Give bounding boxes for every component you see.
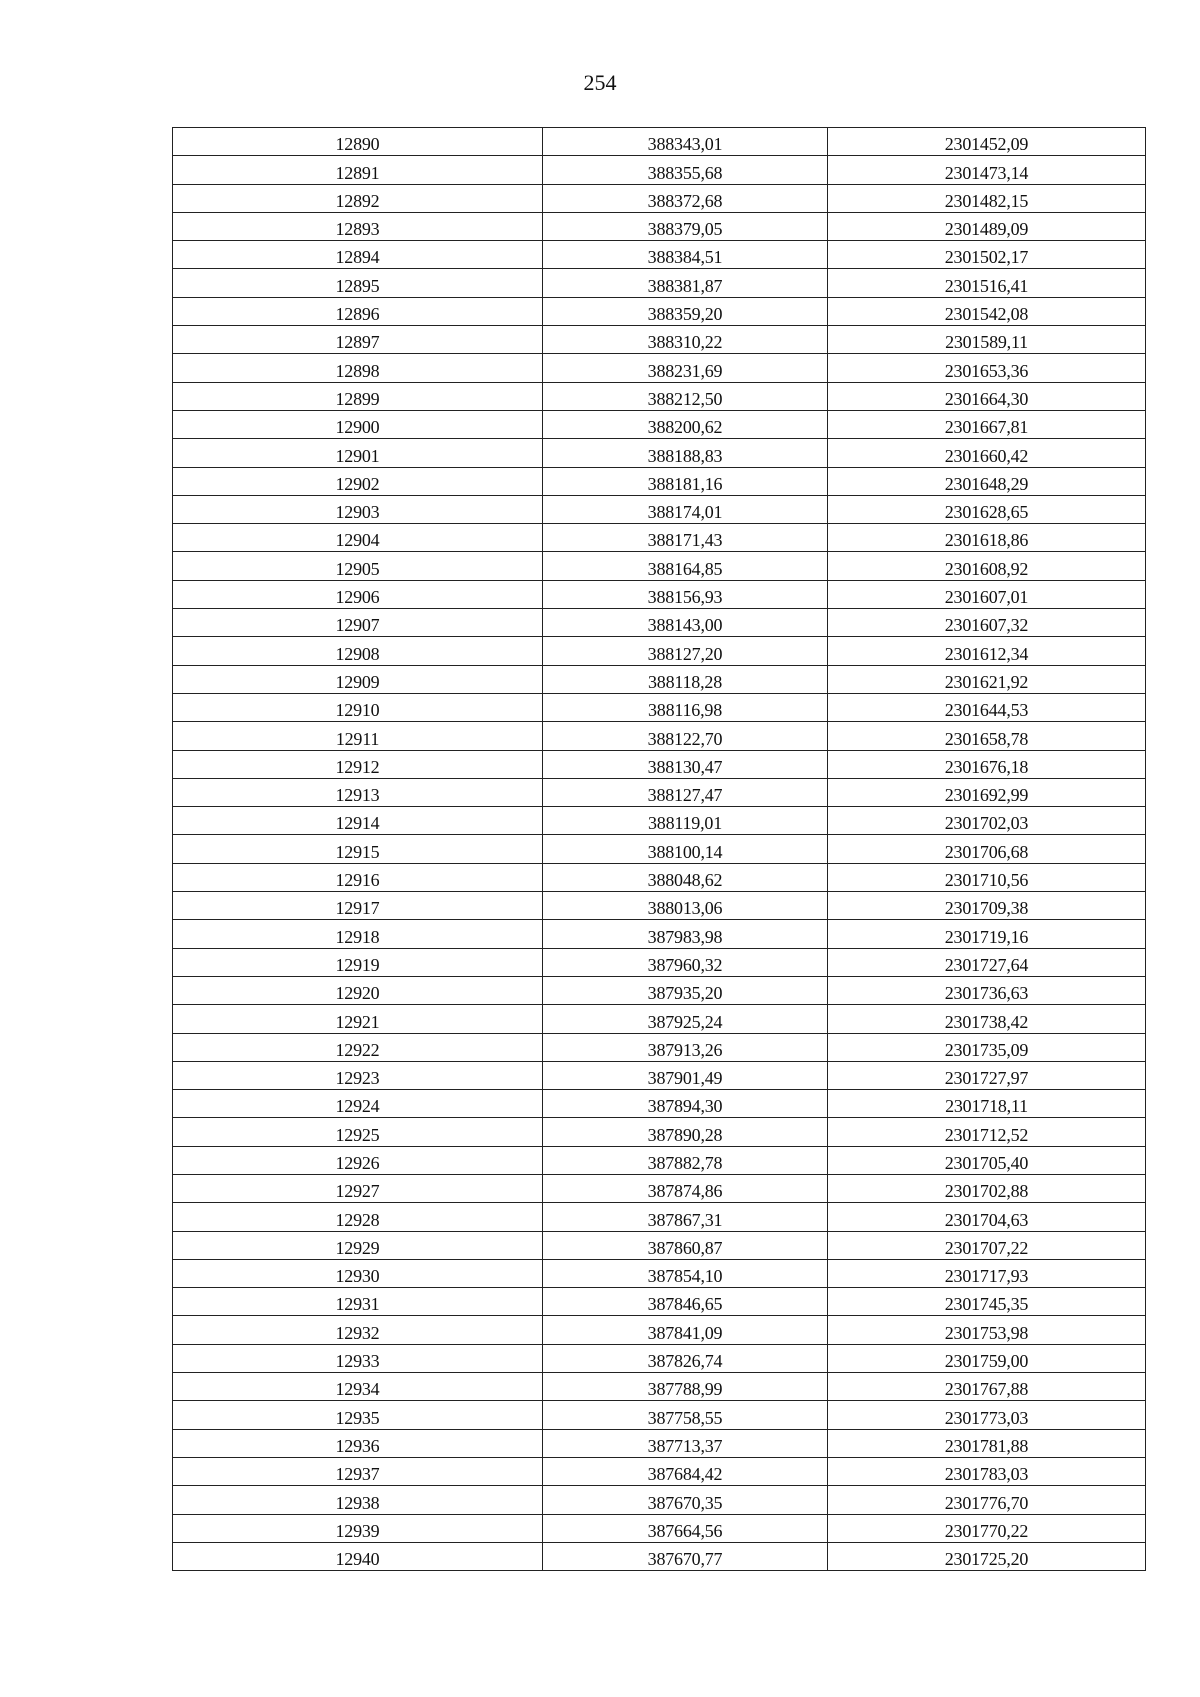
x-coordinate-cell: 388181,16 <box>543 467 828 495</box>
x-coordinate-cell: 387935,20 <box>543 976 828 1004</box>
point-number-cell: 12934 <box>173 1373 543 1401</box>
y-coordinate-cell: 2301706,68 <box>828 835 1146 863</box>
x-coordinate-cell: 388384,51 <box>543 241 828 269</box>
table-row <box>173 128 1146 156</box>
table-row <box>173 467 1146 495</box>
y-coordinate-cell: 2301759,00 <box>828 1344 1146 1372</box>
point-number-cell: 12926 <box>173 1146 543 1174</box>
point-number-cell: 12933 <box>173 1344 543 1372</box>
x-coordinate-cell: 388343,01 <box>543 128 828 156</box>
y-coordinate-cell: 2301621,92 <box>828 665 1146 693</box>
table-row <box>173 722 1146 750</box>
table-row <box>173 495 1146 523</box>
y-coordinate-cell: 2301664,30 <box>828 382 1146 410</box>
point-number-cell: 12897 <box>173 326 543 354</box>
y-coordinate-cell: 2301727,64 <box>828 948 1146 976</box>
x-coordinate-cell: 388100,14 <box>543 835 828 863</box>
point-number-cell: 12908 <box>173 637 543 665</box>
x-coordinate-cell: 387874,86 <box>543 1174 828 1202</box>
y-coordinate-cell: 2301607,01 <box>828 580 1146 608</box>
y-coordinate-cell: 2301692,99 <box>828 778 1146 806</box>
y-coordinate-cell: 2301589,11 <box>828 326 1146 354</box>
x-coordinate-cell: 387960,32 <box>543 948 828 976</box>
y-coordinate-cell: 2301653,36 <box>828 354 1146 382</box>
table-row <box>173 1316 1146 1344</box>
y-coordinate-cell: 2301705,40 <box>828 1146 1146 1174</box>
point-number-cell: 12904 <box>173 524 543 552</box>
point-number-cell: 12937 <box>173 1457 543 1485</box>
y-coordinate-cell: 2301489,09 <box>828 212 1146 240</box>
y-coordinate-cell: 2301745,35 <box>828 1288 1146 1316</box>
x-coordinate-cell: 388372,68 <box>543 184 828 212</box>
x-coordinate-cell: 387925,24 <box>543 1005 828 1033</box>
table-row <box>173 382 1146 410</box>
point-number-cell: 12890 <box>173 128 543 156</box>
point-number-cell: 12924 <box>173 1090 543 1118</box>
table-row <box>173 1033 1146 1061</box>
x-coordinate-cell: 387860,87 <box>543 1231 828 1259</box>
x-coordinate-cell: 388310,22 <box>543 326 828 354</box>
x-coordinate-cell: 388188,83 <box>543 439 828 467</box>
point-number-cell: 12914 <box>173 807 543 835</box>
table-row <box>173 892 1146 920</box>
table-row <box>173 976 1146 1004</box>
table-row <box>173 637 1146 665</box>
table-row <box>173 269 1146 297</box>
y-coordinate-cell: 2301738,42 <box>828 1005 1146 1033</box>
point-number-cell: 12929 <box>173 1231 543 1259</box>
point-number-cell: 12912 <box>173 750 543 778</box>
point-number-cell: 12928 <box>173 1203 543 1231</box>
table-row <box>173 1373 1146 1401</box>
y-coordinate-cell: 2301736,63 <box>828 976 1146 1004</box>
y-coordinate-cell: 2301676,18 <box>828 750 1146 778</box>
y-coordinate-cell: 2301607,32 <box>828 609 1146 637</box>
x-coordinate-cell: 388013,06 <box>543 892 828 920</box>
point-number-cell: 12907 <box>173 609 543 637</box>
y-coordinate-cell: 2301781,88 <box>828 1429 1146 1457</box>
y-coordinate-cell: 2301773,03 <box>828 1401 1146 1429</box>
point-number-cell: 12905 <box>173 552 543 580</box>
point-number-cell: 12921 <box>173 1005 543 1033</box>
y-coordinate-cell: 2301660,42 <box>828 439 1146 467</box>
table-row <box>173 1203 1146 1231</box>
y-coordinate-cell: 2301709,38 <box>828 892 1146 920</box>
table-row <box>173 609 1146 637</box>
table-row <box>173 1231 1146 1259</box>
point-number-cell: 12923 <box>173 1061 543 1089</box>
table-row <box>173 524 1146 552</box>
y-coordinate-cell: 2301735,09 <box>828 1033 1146 1061</box>
y-coordinate-cell: 2301717,93 <box>828 1259 1146 1287</box>
table-row <box>173 1146 1146 1174</box>
point-number-cell: 12903 <box>173 495 543 523</box>
table-row <box>173 212 1146 240</box>
table-row <box>173 1288 1146 1316</box>
point-number-cell: 12891 <box>173 156 543 184</box>
table-row <box>173 807 1146 835</box>
y-coordinate-cell: 2301718,11 <box>828 1090 1146 1118</box>
x-coordinate-cell: 387670,77 <box>543 1542 828 1570</box>
x-coordinate-cell: 388164,85 <box>543 552 828 580</box>
x-coordinate-cell: 388174,01 <box>543 495 828 523</box>
y-coordinate-cell: 2301702,88 <box>828 1174 1146 1202</box>
y-coordinate-cell: 2301707,22 <box>828 1231 1146 1259</box>
x-coordinate-cell: 387882,78 <box>543 1146 828 1174</box>
point-number-cell: 12918 <box>173 920 543 948</box>
x-coordinate-cell: 388130,47 <box>543 750 828 778</box>
table-row <box>173 1486 1146 1514</box>
y-coordinate-cell: 2301658,78 <box>828 722 1146 750</box>
x-coordinate-cell: 388381,87 <box>543 269 828 297</box>
y-coordinate-cell: 2301753,98 <box>828 1316 1146 1344</box>
point-number-cell: 12940 <box>173 1542 543 1570</box>
table-row <box>173 1259 1146 1287</box>
table-body <box>173 128 1146 1571</box>
y-coordinate-cell: 2301502,17 <box>828 241 1146 269</box>
x-coordinate-cell: 388212,50 <box>543 382 828 410</box>
x-coordinate-cell: 388116,98 <box>543 693 828 721</box>
table-row <box>173 552 1146 580</box>
point-number-cell: 12939 <box>173 1514 543 1542</box>
x-coordinate-cell: 388122,70 <box>543 722 828 750</box>
point-number-cell: 12925 <box>173 1118 543 1146</box>
x-coordinate-cell: 387826,74 <box>543 1344 828 1372</box>
y-coordinate-cell: 2301702,03 <box>828 807 1146 835</box>
table-row <box>173 1401 1146 1429</box>
page-number: 254 <box>583 70 617 95</box>
x-coordinate-cell: 387901,49 <box>543 1061 828 1089</box>
point-number-cell: 12927 <box>173 1174 543 1202</box>
y-coordinate-cell: 2301628,65 <box>828 495 1146 523</box>
x-coordinate-cell: 388156,93 <box>543 580 828 608</box>
y-coordinate-cell: 2301783,03 <box>828 1457 1146 1485</box>
table-row <box>173 1514 1146 1542</box>
y-coordinate-cell: 2301612,34 <box>828 637 1146 665</box>
point-number-cell: 12909 <box>173 665 543 693</box>
point-number-cell: 12913 <box>173 778 543 806</box>
y-coordinate-cell: 2301516,41 <box>828 269 1146 297</box>
x-coordinate-cell: 388231,69 <box>543 354 828 382</box>
x-coordinate-cell: 387890,28 <box>543 1118 828 1146</box>
table-row <box>173 439 1146 467</box>
point-number-cell: 12893 <box>173 212 543 240</box>
table-row <box>173 1174 1146 1202</box>
x-coordinate-cell: 387684,42 <box>543 1457 828 1485</box>
table-row <box>173 1118 1146 1146</box>
point-number-cell: 12930 <box>173 1259 543 1287</box>
x-coordinate-cell: 387894,30 <box>543 1090 828 1118</box>
x-coordinate-cell: 387664,56 <box>543 1514 828 1542</box>
y-coordinate-cell: 2301608,92 <box>828 552 1146 580</box>
point-number-cell: 12922 <box>173 1033 543 1061</box>
y-coordinate-cell: 2301725,20 <box>828 1542 1146 1570</box>
y-coordinate-cell: 2301542,08 <box>828 297 1146 325</box>
point-number-cell: 12896 <box>173 297 543 325</box>
table-row <box>173 241 1146 269</box>
x-coordinate-cell: 388127,47 <box>543 778 828 806</box>
y-coordinate-cell: 2301473,14 <box>828 156 1146 184</box>
x-coordinate-cell: 388048,62 <box>543 863 828 891</box>
y-coordinate-cell: 2301644,53 <box>828 693 1146 721</box>
x-coordinate-cell: 387867,31 <box>543 1203 828 1231</box>
point-number-cell: 12919 <box>173 948 543 976</box>
point-number-cell: 12936 <box>173 1429 543 1457</box>
y-coordinate-cell: 2301767,88 <box>828 1373 1146 1401</box>
point-number-cell: 12901 <box>173 439 543 467</box>
point-number-cell: 12892 <box>173 184 543 212</box>
point-number-cell: 12935 <box>173 1401 543 1429</box>
point-number-cell: 12902 <box>173 467 543 495</box>
y-coordinate-cell: 2301667,81 <box>828 410 1146 438</box>
table-row <box>173 1061 1146 1089</box>
point-number-cell: 12898 <box>173 354 543 382</box>
x-coordinate-cell: 387841,09 <box>543 1316 828 1344</box>
point-number-cell: 12917 <box>173 892 543 920</box>
coordinates-table <box>172 127 1146 1571</box>
x-coordinate-cell: 387846,65 <box>543 1288 828 1316</box>
table-row <box>173 693 1146 721</box>
y-coordinate-cell: 2301712,52 <box>828 1118 1146 1146</box>
x-coordinate-cell: 388171,43 <box>543 524 828 552</box>
x-coordinate-cell: 387670,35 <box>543 1486 828 1514</box>
table-row <box>173 750 1146 778</box>
point-number-cell: 12920 <box>173 976 543 1004</box>
point-number-cell: 12899 <box>173 382 543 410</box>
point-number-cell: 12894 <box>173 241 543 269</box>
point-number-cell: 12931 <box>173 1288 543 1316</box>
table-row <box>173 948 1146 976</box>
y-coordinate-cell: 2301618,86 <box>828 524 1146 552</box>
point-number-cell: 12916 <box>173 863 543 891</box>
table-row <box>173 410 1146 438</box>
table-row <box>173 1090 1146 1118</box>
y-coordinate-cell: 2301482,15 <box>828 184 1146 212</box>
x-coordinate-cell: 387913,26 <box>543 1033 828 1061</box>
y-coordinate-cell: 2301727,97 <box>828 1061 1146 1089</box>
y-coordinate-cell: 2301648,29 <box>828 467 1146 495</box>
table-row <box>173 863 1146 891</box>
table-row <box>173 835 1146 863</box>
y-coordinate-cell: 2301710,56 <box>828 863 1146 891</box>
y-coordinate-cell: 2301719,16 <box>828 920 1146 948</box>
table-row <box>173 1429 1146 1457</box>
x-coordinate-cell: 387788,99 <box>543 1373 828 1401</box>
x-coordinate-cell: 387713,37 <box>543 1429 828 1457</box>
point-number-cell: 12911 <box>173 722 543 750</box>
table-row <box>173 920 1146 948</box>
point-number-cell: 12938 <box>173 1486 543 1514</box>
table-row <box>173 665 1146 693</box>
x-coordinate-cell: 388127,20 <box>543 637 828 665</box>
table-row <box>173 580 1146 608</box>
table-row <box>173 1457 1146 1485</box>
table-row <box>173 1542 1146 1570</box>
point-number-cell: 12895 <box>173 269 543 297</box>
table-row <box>173 1344 1146 1372</box>
x-coordinate-cell: 388379,05 <box>543 212 828 240</box>
table-row <box>173 1005 1146 1033</box>
x-coordinate-cell: 388143,00 <box>543 609 828 637</box>
x-coordinate-cell: 387854,10 <box>543 1259 828 1287</box>
table-row <box>173 354 1146 382</box>
x-coordinate-cell: 388200,62 <box>543 410 828 438</box>
x-coordinate-cell: 388355,68 <box>543 156 828 184</box>
y-coordinate-cell: 2301770,22 <box>828 1514 1146 1542</box>
table-row <box>173 297 1146 325</box>
table-row <box>173 326 1146 354</box>
table-row <box>173 184 1146 212</box>
x-coordinate-cell: 387983,98 <box>543 920 828 948</box>
y-coordinate-cell: 2301776,70 <box>828 1486 1146 1514</box>
x-coordinate-cell: 388118,28 <box>543 665 828 693</box>
x-coordinate-cell: 387758,55 <box>543 1401 828 1429</box>
y-coordinate-cell: 2301704,63 <box>828 1203 1146 1231</box>
point-number-cell: 12915 <box>173 835 543 863</box>
point-number-cell: 12906 <box>173 580 543 608</box>
point-number-cell: 12910 <box>173 693 543 721</box>
point-number-cell: 12900 <box>173 410 543 438</box>
table-row <box>173 156 1146 184</box>
x-coordinate-cell: 388359,20 <box>543 297 828 325</box>
point-number-cell: 12932 <box>173 1316 543 1344</box>
x-coordinate-cell: 388119,01 <box>543 807 828 835</box>
table-row <box>173 778 1146 806</box>
y-coordinate-cell: 2301452,09 <box>828 128 1146 156</box>
